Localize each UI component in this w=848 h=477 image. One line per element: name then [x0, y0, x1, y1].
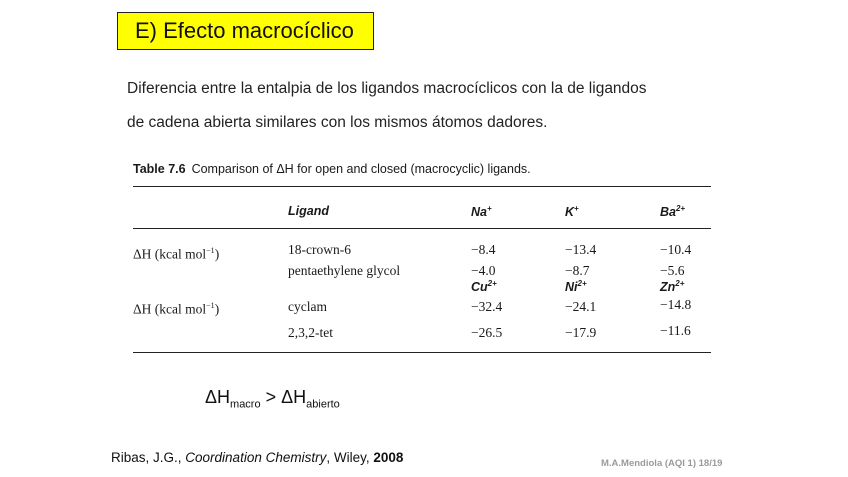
citation: Ribas, J.G., Coordination Chemistry, Wiley, 2008 [111, 450, 404, 465]
row-ligand: pentaethylene glycol [288, 263, 401, 278]
row-value: −32.4 [471, 299, 503, 314]
enthalpy-relation: $\Delta H_{macro} > \Delta H_{abierto}$ [205, 387, 340, 411]
header-ion-2: K+ [565, 204, 579, 220]
row-ligand: 2,3,2-tet [288, 325, 333, 340]
row-value: −5.6 [660, 263, 685, 278]
header-ion-3: $Ba^{2+}$ [660, 204, 686, 220]
slide-footer: M.A.Mendiola (AQI 1) 18/19 [601, 458, 723, 469]
subheader-ion-3: $Zn^{2+}$ [660, 279, 685, 295]
row-value: −8.7 [565, 263, 590, 278]
row-ligand: 18-crown-6 [288, 242, 351, 257]
table-bottom-rule [133, 352, 711, 353]
table-top-rule [133, 186, 711, 187]
row-value: −13.4 [565, 242, 597, 257]
header-ligand: Ligand [288, 204, 329, 218]
group2-label: ΔH (kcal mol$^{-1}$) [133, 301, 220, 317]
header-ion-1: Na+ [471, 204, 492, 220]
subheader-ion-1: $Cu^{2+}$ [471, 279, 497, 295]
table-caption [133, 162, 531, 176]
group1-label: ΔH (kcal mol$^{-1}$) [133, 246, 220, 262]
table-header-rule [133, 228, 711, 229]
row-value: −10.4 [660, 242, 692, 257]
table-caption-label: Table 7.6 [133, 162, 186, 176]
row-value: −8.4 [471, 242, 496, 257]
intro-line-1: Diferencia entre la entalpia de los ligandos macrocíclicos con la de ligandos [127, 80, 647, 97]
row-value: −26.5 [471, 325, 503, 340]
row-value: −17.9 [565, 325, 597, 340]
row-value: −4.0 [471, 263, 496, 278]
row-ligand: cyclam [288, 299, 327, 314]
row-value: −11.6 [660, 323, 691, 338]
slide-title: E) Efecto macrocíclico [117, 12, 374, 50]
row-value: −24.1 [565, 299, 597, 314]
subheader-ion-2: $Ni^{2+}$ [565, 279, 587, 295]
table-caption-text: Comparison of ΔH for open and closed (macrocyclic) ligands. [191, 162, 531, 176]
intro-line-2: de cadena abierta similares con los mismos átomos dadores. [127, 114, 548, 131]
row-value: −14.8 [660, 297, 692, 312]
